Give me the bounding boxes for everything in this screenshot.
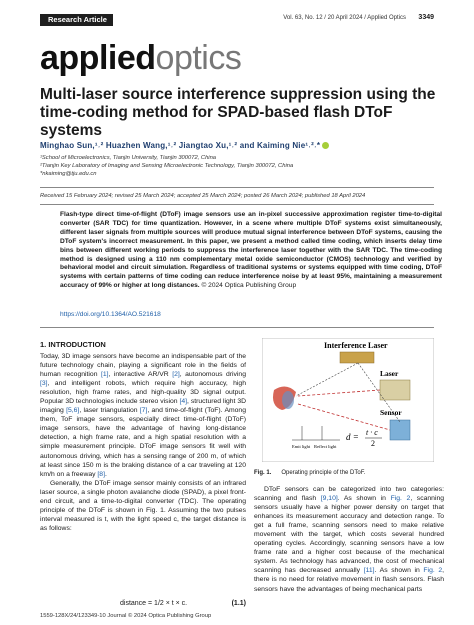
sensor-box xyxy=(390,420,410,440)
citation-link[interactable]: [11] xyxy=(363,567,375,575)
formula-denominator: 2 xyxy=(371,439,375,448)
laser-label: Laser xyxy=(380,369,399,378)
text-run: , and intelligent robots, which require high accuracy, high resolution, high frame rates, and high-quality 3D signal output. Popular 3D technologies include stereo vision xyxy=(40,380,246,406)
citation-link[interactable]: Fig. 2 xyxy=(390,495,411,503)
equation-1-1 xyxy=(40,600,246,612)
text-run: , there is no need for relative movement in flash sensors. Flash sensors have the advantages of being mechanical parts xyxy=(254,567,445,593)
caption-label: Fig. 1. xyxy=(254,470,272,476)
divider xyxy=(40,327,434,328)
article-type-tag: Research Article xyxy=(40,14,113,26)
reflect-label: Reflect light xyxy=(314,444,337,449)
citation-link[interactable]: [7] xyxy=(139,407,148,415)
received-dates: Received 15 February 2024; revised 25 March 2024; accepted 25 March 2024; posted 26 March 2024; published 18 April 2024 xyxy=(40,193,366,199)
emit-label: Emit light xyxy=(292,444,311,449)
caption-text: Operating principle of the DToF. xyxy=(281,470,366,476)
text-run: , and time-of-flight (ToF). Among them, ToF image sensors, especially direct time-of-flight (DToF) image sensors, have the advantage of having long-distance detection, a high frame rate, and a high spatial resolution with a simple measurement principle. DToF image sensors fit well with autonomous driving, which has a sensing range of 200 m, of which at least since 150 m is the braking distance of a car traveling at 120 km/h on a freeway xyxy=(40,407,246,478)
citation-link[interactable]: [3] xyxy=(40,380,48,388)
text-run: . As shown in xyxy=(337,495,391,503)
orcid-icon[interactable] xyxy=(322,142,329,149)
logo-part-applied: applied xyxy=(40,39,156,77)
divider xyxy=(40,204,434,205)
affiliation-1: ¹School of Microelectronics, Tianjin University, Tianjin 300072, China xyxy=(40,155,217,161)
text-run: , autonomous driving xyxy=(179,371,246,379)
equation-label: (1.1) xyxy=(231,600,246,607)
intro-left-column xyxy=(40,352,246,533)
figure-1-caption xyxy=(254,470,365,476)
intro-paragraph-2: Generally, the DToF image sensor mainly consists of an infrared laser source, a single photon avalanche diode (SPAD), a pixel front-end circuit, and a time-to-digital converter (TDC). The operating principle of the DToF is shown in Fig. 1. Assuming the two pulses interval measured is t, with the light speed c, the target distance is as follows: xyxy=(40,479,246,532)
figure-1-diagram xyxy=(262,338,434,462)
text-run: Today, 3D image sensors have become an indispensable part of the future technology chain, playing a significant role in the fields of human recognition xyxy=(40,353,246,379)
author-names: Minghao Sun,¹˒² Huazhen Wang,¹˒² Jiangtao Xu,¹˒² and Kaiming Nie¹˒²˒* xyxy=(40,141,321,150)
equation-body: distance = 1/2 × t × c. xyxy=(120,600,188,607)
text-run: , laser triangulation xyxy=(79,407,140,415)
doi-link[interactable]: https://doi.org/10.1364/AO.521618 xyxy=(60,311,161,318)
corresponding-email[interactable]: *nkaiming@tju.edu.cn xyxy=(40,171,97,177)
citation-link[interactable]: [4] xyxy=(179,398,188,406)
section-heading: 1. INTRODUCTION xyxy=(40,340,106,349)
affiliation-2: ²Tianjin Key Laboratory of Imaging and Sensing Microelectronic Technology, Tianjin 300072, China xyxy=(40,163,294,169)
journal-logo xyxy=(40,38,241,78)
text-run: , structured light 3D imaging xyxy=(40,398,247,415)
abstract xyxy=(60,211,442,291)
intro-right-column xyxy=(254,485,444,594)
citation-link[interactable]: [2] xyxy=(172,371,180,379)
logo-part-optics: optics xyxy=(155,39,242,77)
text-run: , interactive AR/VR xyxy=(108,371,173,379)
volume-info: Vol. 63, No. 12 / 20 April 2024 / Applied Optics xyxy=(283,15,406,21)
journal-header-bar xyxy=(40,14,434,26)
author-list xyxy=(40,141,440,150)
page-footer: 1559-128X/24/123349-10 Journal © 2024 Optica Publishing Group xyxy=(40,613,212,619)
formula-lhs: d = xyxy=(346,432,359,442)
text-run: . xyxy=(104,470,107,478)
citation-link[interactable]: [9,10] xyxy=(320,495,338,503)
citation-link[interactable]: [1] xyxy=(100,371,109,379)
citation-link[interactable]: Fig. 2 xyxy=(423,567,443,575)
formula-numerator: t · c xyxy=(366,428,378,437)
intro-paragraph-1 xyxy=(40,352,246,479)
divider xyxy=(40,187,434,188)
text-run: , scanning sensors usually have a higher power density on target that enhances its measurement accuracy and detection range. To get a full frame, scanning sensors need to make relative movement with the target, which costs several hundred operating cycles. Accordingly, scanning sensors have a low frame rate and a higher cost because of the mechanical system. As technology has advanced, the cost of mechanical scanning has decreased annually xyxy=(254,495,445,575)
target-detail xyxy=(282,391,294,409)
paper-title: Multi-laser source interference suppression using the time-coding method for SPAD-based flash DToF systems xyxy=(40,86,436,139)
citation-link[interactable]: [5,6] xyxy=(66,407,80,415)
text-run: DToF sensors can be categorized into two categories: scanning and flash xyxy=(254,486,444,503)
text-run: . As shown in xyxy=(374,567,424,575)
interference-laser-box xyxy=(340,352,374,363)
sensor-label: Sensor xyxy=(380,408,402,417)
figure-title: Interference Laser xyxy=(324,341,388,350)
citation-link[interactable]: [8] xyxy=(97,470,105,478)
copyright: © 2024 Optica Publishing Group xyxy=(201,282,297,290)
page-number: 3349 xyxy=(418,14,434,21)
abstract-text: Flash-type direct time-of-flight (DToF) image sensors use an in-pixel successive approximation register time-to-digital converter (SAR TDC) for time quantization. However, in a scene where multiple DToF systems exist simultaneously, different laser signals from multiple sources will produce mutual signal interference between DToF systems, causing the DToF system's incorrect measurement. In this paper, we present a method called time coding, which inserts delay time bins between different working periods to suppress the interference laser together with the SAR TDC. The time-coding method is designed using a 110 nm complementary metal oxide semiconductor (CMOS) technology and verified by behavioral model and circuit simulation. Regardless of traditional systems or systems equipped with time coding, DToF systems with certain patterns of time coding can reduce interference noise by at least 95%, maintaining a measurement accuracy of 99% or higher at long distances. xyxy=(60,211,442,290)
right-paragraph-1 xyxy=(254,485,444,594)
laser-box xyxy=(380,380,410,400)
